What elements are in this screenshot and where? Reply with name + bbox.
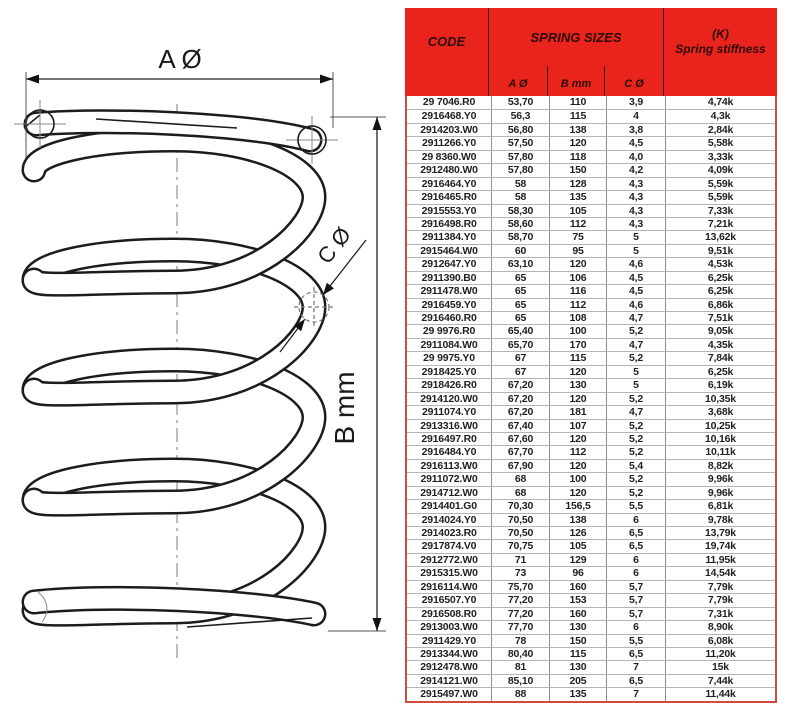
table-row (407, 647, 775, 660)
table-cell: 4,3 (606, 178, 665, 190)
table-cell: 105 (549, 540, 606, 552)
table-cell: 150 (549, 635, 606, 647)
table-cell: 130 (549, 621, 606, 633)
table-cell: 2918425.Y0 (421, 365, 477, 378)
table-cell: 7,21k (665, 218, 775, 230)
table-cell: 156,5 (549, 500, 606, 512)
table-cell: 10,16k (665, 433, 775, 445)
table-cell: 5 (606, 366, 665, 378)
table-cell: 7,31k (665, 608, 775, 620)
table-cell: 4,3 (606, 218, 665, 230)
table-cell: 3,33k (665, 151, 775, 163)
table-cell: 205 (549, 675, 606, 687)
table-cell: 6,81k (665, 500, 775, 512)
table-cell: 7,79k (665, 581, 775, 593)
table-cell: 2914712.W0 (420, 486, 478, 499)
table-cell: 130 (549, 661, 606, 673)
table-cell: 2911266.Y0 (421, 137, 477, 150)
table-header (405, 8, 777, 96)
table-cell: 10,35k (665, 393, 775, 405)
a-dimension-label: A Ø (158, 44, 202, 74)
table-cell: 2912478.W0 (420, 661, 478, 674)
table-cell: 150 (549, 164, 606, 176)
table-cell: 128 (549, 178, 606, 190)
table-cell: 7,79k (665, 594, 775, 606)
table-row (407, 351, 775, 364)
table-cell: 3,68k (665, 406, 775, 418)
table-cell: 2916507.Y0 (421, 594, 477, 607)
table-cell: 56,80 (491, 124, 549, 136)
table-cell: 15k (665, 661, 775, 673)
table-cell: 14,54k (665, 567, 775, 579)
table-cell: 67,20 (491, 406, 549, 418)
table-cell: 5,59k (665, 178, 775, 190)
table-cell: 65,40 (491, 325, 549, 337)
table-cell: 5,7 (606, 594, 665, 606)
table-cell: 71 (491, 554, 549, 566)
table-cell: 2916465.R0 (421, 191, 477, 204)
table-cell: 58 (491, 178, 549, 190)
table-cell: 4,6 (606, 299, 665, 311)
table-row (407, 190, 775, 203)
table-cell: 5 (606, 379, 665, 391)
table-cell: 73 (491, 567, 549, 579)
table-row (407, 96, 775, 109)
table-cell: 2912772.W0 (420, 553, 478, 566)
table-cell: 4,7 (606, 406, 665, 418)
table-cell: 6,08k (665, 635, 775, 647)
table-cell: 5,5 (606, 500, 665, 512)
table-row (407, 109, 775, 122)
table-cell: 2911478.W0 (420, 285, 478, 298)
table-row (407, 660, 775, 673)
table-cell: 75 (549, 231, 606, 243)
table-row (407, 217, 775, 230)
table-cell: 115 (549, 648, 606, 660)
table-cell: 5,2 (606, 393, 665, 405)
table-cell: 2917874.V0 (421, 540, 477, 553)
subheader-a-diameter: A Ø (508, 78, 528, 90)
table-cell: 6,5 (606, 648, 665, 660)
table-cell: 112 (549, 446, 606, 458)
table-cell: 65 (491, 312, 549, 324)
table-cell: 2916484.Y0 (421, 446, 477, 459)
table-row (407, 257, 775, 270)
table-cell: 5,4 (606, 460, 665, 472)
table-row (407, 150, 775, 163)
table-row (407, 298, 775, 311)
table-cell: 2911084.W0 (420, 338, 478, 351)
table-cell: 11,20k (665, 648, 775, 660)
table-cell: 70,75 (491, 540, 549, 552)
table-cell: 85,10 (491, 675, 549, 687)
table-row (407, 177, 775, 190)
table-cell: 120 (549, 137, 606, 149)
table-cell: 130 (549, 379, 606, 391)
table-row (407, 324, 775, 337)
table-cell: 7 (606, 688, 665, 700)
table-cell: 138 (549, 514, 606, 526)
table-cell: 160 (549, 581, 606, 593)
table-cell: 5,2 (606, 433, 665, 445)
table-cell: 60 (491, 245, 549, 257)
table-cell: 67,60 (491, 433, 549, 445)
table-cell: 135 (549, 688, 606, 700)
table-cell: 68 (491, 473, 549, 485)
table-cell: 29 9975.Y0 (423, 352, 475, 365)
table-row (407, 204, 775, 217)
table-cell: 8,90k (665, 621, 775, 633)
table-cell: 5,5 (606, 635, 665, 647)
table-cell: 100 (549, 473, 606, 485)
table-cell: 4,5 (606, 285, 665, 297)
table-row (407, 123, 775, 136)
table-cell: 9,51k (665, 245, 775, 257)
subheader-b-length: B mm (547, 66, 604, 96)
table-row (407, 580, 775, 593)
table-cell: 5,2 (606, 473, 665, 485)
table-row (407, 392, 775, 405)
table-cell: 6,5 (606, 540, 665, 552)
table-cell: 2912480.W0 (420, 164, 478, 177)
table-cell: 4,7 (606, 339, 665, 351)
table-cell: 58,70 (491, 231, 549, 243)
table-cell: 120 (549, 460, 606, 472)
table-cell: 2914121.W0 (420, 674, 478, 687)
table-cell: 5 (606, 231, 665, 243)
table-cell: 7,33k (665, 205, 775, 217)
table-cell: 11,95k (665, 554, 775, 566)
table-cell: 75,70 (491, 581, 549, 593)
table-cell: 65 (491, 272, 549, 284)
stiffness-label-line2: Spring stiffness (675, 42, 766, 56)
table-cell: 6 (606, 567, 665, 579)
table-row (407, 620, 775, 633)
table-cell: 6,25k (665, 366, 775, 378)
table-cell: 67,20 (491, 393, 549, 405)
table-cell: 2918426.R0 (421, 379, 477, 392)
table-cell: 6 (606, 554, 665, 566)
table-cell: 2914203.W0 (420, 123, 478, 136)
table-cell: 6,25k (665, 285, 775, 297)
table-row (407, 244, 775, 257)
table-cell: 2916113.W0 (420, 459, 478, 472)
table-cell: 6,5 (606, 675, 665, 687)
table-cell: 2913316.W0 (420, 419, 478, 432)
table-cell: 65 (491, 299, 549, 311)
table-row (407, 687, 775, 700)
table-cell: 29 8360.W0 (421, 150, 477, 163)
table-row (407, 674, 775, 687)
table-cell: 58,30 (491, 205, 549, 217)
table-cell: 88 (491, 688, 549, 700)
table-cell: 116 (549, 285, 606, 297)
table-cell: 67 (491, 366, 549, 378)
table-cell: 5,2 (606, 420, 665, 432)
spring-table (405, 8, 777, 703)
table-cell: 2911384.Y0 (421, 231, 477, 244)
table-cell: 112 (549, 218, 606, 230)
table-cell: 68 (491, 487, 549, 499)
table-cell: 107 (549, 420, 606, 432)
table-row (407, 553, 775, 566)
table-row (407, 593, 775, 606)
table-cell: 4,0 (606, 151, 665, 163)
table-cell: 4,74k (665, 96, 775, 109)
table-cell: 153 (549, 594, 606, 606)
table-cell: 4,2 (606, 164, 665, 176)
stiffness-label-line1: (K) (712, 27, 729, 41)
table-row (407, 472, 775, 485)
table-cell: 2912647.Y0 (421, 258, 477, 271)
table-cell: 19,74k (665, 540, 775, 552)
table-cell: 3,9 (606, 96, 665, 109)
table-cell: 4,3 (606, 191, 665, 203)
table-cell: 67,90 (491, 460, 549, 472)
table-cell: 4 (606, 110, 665, 122)
table-cell: 5,2 (606, 487, 665, 499)
table-cell: 2913003.W0 (420, 621, 478, 634)
table-cell: 8,82k (665, 460, 775, 472)
table-cell: 13,62k (665, 231, 775, 243)
table-row (407, 284, 775, 297)
table-row (407, 634, 775, 647)
table-row (407, 539, 775, 552)
table-cell: 5,2 (606, 352, 665, 364)
table-cell: 10,11k (665, 446, 775, 458)
table-cell: 7 (606, 661, 665, 673)
table-cell: 2916498.R0 (421, 217, 477, 230)
table-cell: 4,35k (665, 339, 775, 351)
table-cell: 77,70 (491, 621, 549, 633)
table-row (407, 365, 775, 378)
table-cell: 2915464.W0 (420, 244, 478, 257)
table-cell: 138 (549, 124, 606, 136)
table-cell: 105 (549, 205, 606, 217)
table-row (407, 432, 775, 445)
table-cell: 6,25k (665, 272, 775, 284)
table-cell: 120 (549, 487, 606, 499)
table-cell: 6 (606, 621, 665, 633)
table-cell: 5,58k (665, 137, 775, 149)
table-cell: 5,7 (606, 608, 665, 620)
table-cell: 2,84k (665, 124, 775, 136)
table-cell: 4,53k (665, 258, 775, 270)
table-cell: 29 7046.R0 (422, 96, 476, 108)
c-dimension-label: C Ø (312, 222, 356, 269)
table-cell: 170 (549, 339, 606, 351)
table-cell: 120 (549, 433, 606, 445)
arrowhead-left (26, 75, 39, 84)
arrowhead-right (320, 75, 333, 84)
table-cell: 70,30 (491, 500, 549, 512)
table-row (407, 378, 775, 391)
table-cell: 4,5 (606, 272, 665, 284)
table-cell: 9,05k (665, 325, 775, 337)
table-cell: 110 (549, 96, 606, 109)
table-cell: 2913344.W0 (420, 647, 478, 660)
table-cell: 106 (549, 272, 606, 284)
table-cell: 67,40 (491, 420, 549, 432)
table-row (407, 271, 775, 284)
table-cell: 7,44k (665, 675, 775, 687)
table-cell: 6,19k (665, 379, 775, 391)
table-cell: 53,70 (491, 96, 549, 109)
table-cell: 2916114.W0 (420, 580, 478, 593)
table-cell: 2914401.G0 (421, 500, 477, 513)
table-cell: 2911074.Y0 (421, 406, 477, 419)
table-cell: 2916508.R0 (421, 607, 477, 620)
table-cell: 160 (549, 608, 606, 620)
table-cell: 70,50 (491, 514, 549, 526)
table-cell: 129 (549, 554, 606, 566)
table-row (407, 405, 775, 418)
table-cell: 7,51k (665, 312, 775, 324)
table-row (407, 338, 775, 351)
table-cell: 5,2 (606, 325, 665, 337)
table-cell: 118 (549, 151, 606, 163)
column-header-code: CODE (405, 8, 489, 96)
table-cell: 6,86k (665, 299, 775, 311)
table-cell: 29 9976.R0 (422, 325, 476, 338)
table-cell: 81 (491, 661, 549, 673)
table-cell: 5,59k (665, 191, 775, 203)
table-cell: 9,78k (665, 514, 775, 526)
table-cell: 77,20 (491, 608, 549, 620)
table-cell: 70,50 (491, 527, 549, 539)
table-cell: 4,3 (606, 205, 665, 217)
table-cell: 3,8 (606, 124, 665, 136)
table-cell: 4,3k (665, 110, 775, 122)
table-cell: 57,50 (491, 137, 549, 149)
table-cell: 77,20 (491, 594, 549, 606)
table-cell: 67,20 (491, 379, 549, 391)
table-row (407, 566, 775, 579)
table-cell: 58,60 (491, 218, 549, 230)
table-cell: 126 (549, 527, 606, 539)
table-cell: 58 (491, 191, 549, 203)
table-cell: 56,3 (491, 110, 549, 122)
table-cell: 63,10 (491, 258, 549, 270)
table-cell: 7,84k (665, 352, 775, 364)
table-row (407, 311, 775, 324)
table-cell: 57,80 (491, 151, 549, 163)
table-cell: 2914023.R0 (421, 527, 477, 539)
table-cell: 4,7 (606, 312, 665, 324)
table-cell: 2916464.Y0 (421, 177, 477, 190)
table-cell: 2911429.Y0 (421, 634, 477, 647)
table-cell: 108 (549, 312, 606, 324)
table-cell: 57,80 (491, 164, 549, 176)
table-cell: 2915497.W0 (420, 688, 478, 701)
table-body (405, 96, 777, 703)
table-cell: 78 (491, 635, 549, 647)
table-cell: 10,25k (665, 420, 775, 432)
table-cell: 2914024.Y0 (421, 513, 477, 526)
table-row (407, 230, 775, 243)
table-cell: 115 (549, 110, 606, 122)
table-row (407, 445, 775, 458)
table-cell: 11,44k (665, 688, 775, 700)
table-cell: 120 (549, 258, 606, 270)
column-header-stiffness (663, 8, 777, 96)
table-cell: 80,40 (491, 648, 549, 660)
table-cell: 4,6 (606, 258, 665, 270)
table-cell: 6 (606, 514, 665, 526)
arrowhead-up (373, 117, 382, 130)
column-header-spring-sizes: SPRING SIZES (530, 29, 622, 45)
table-row (407, 499, 775, 512)
table-row (407, 486, 775, 499)
table-cell: 65 (491, 285, 549, 297)
table-row (407, 607, 775, 620)
table-cell: 67 (491, 352, 549, 364)
table-cell: 9,96k (665, 487, 775, 499)
table-cell: 2915553.Y0 (421, 204, 477, 217)
table-cell: 120 (549, 366, 606, 378)
table-cell: 115 (549, 352, 606, 364)
table-cell: 120 (549, 393, 606, 405)
table-cell: 9,96k (665, 473, 775, 485)
b-dimension-label: B mm (329, 371, 360, 445)
table-cell: 2916497.R0 (421, 432, 477, 445)
table-cell: 2916459.Y0 (421, 298, 477, 311)
table-cell: 5,2 (606, 446, 665, 458)
table-cell: 96 (549, 567, 606, 579)
subheader-c-wire: C Ø (604, 66, 663, 96)
table-cell: 95 (549, 245, 606, 257)
table-cell: 5,7 (606, 581, 665, 593)
table-cell: 135 (549, 191, 606, 203)
table-cell: 4,09k (665, 164, 775, 176)
table-cell: 2914120.W0 (420, 392, 478, 405)
table-cell: 5 (606, 245, 665, 257)
table-cell: 2911072.W0 (420, 473, 478, 486)
table-cell: 112 (549, 299, 606, 311)
table-cell: 6,5 (606, 527, 665, 539)
table-cell: 181 (549, 406, 606, 418)
table-row (407, 163, 775, 176)
table-cell: 67,70 (491, 446, 549, 458)
table-cell: 100 (549, 325, 606, 337)
arrowhead-down (373, 618, 382, 631)
table-cell: 2915315.W0 (420, 567, 478, 580)
table-cell: 13,79k (665, 527, 775, 539)
table-row (407, 136, 775, 149)
table-cell: 2916468.Y0 (421, 110, 477, 123)
table-row (407, 459, 775, 472)
table-cell: 2916460.R0 (421, 312, 477, 324)
table-row (407, 513, 775, 526)
table-row (407, 526, 775, 539)
table-cell: 65,70 (491, 339, 549, 351)
table-cell: 2911390.B0 (421, 271, 477, 284)
table-row (407, 419, 775, 432)
table-cell: 4,5 (606, 137, 665, 149)
